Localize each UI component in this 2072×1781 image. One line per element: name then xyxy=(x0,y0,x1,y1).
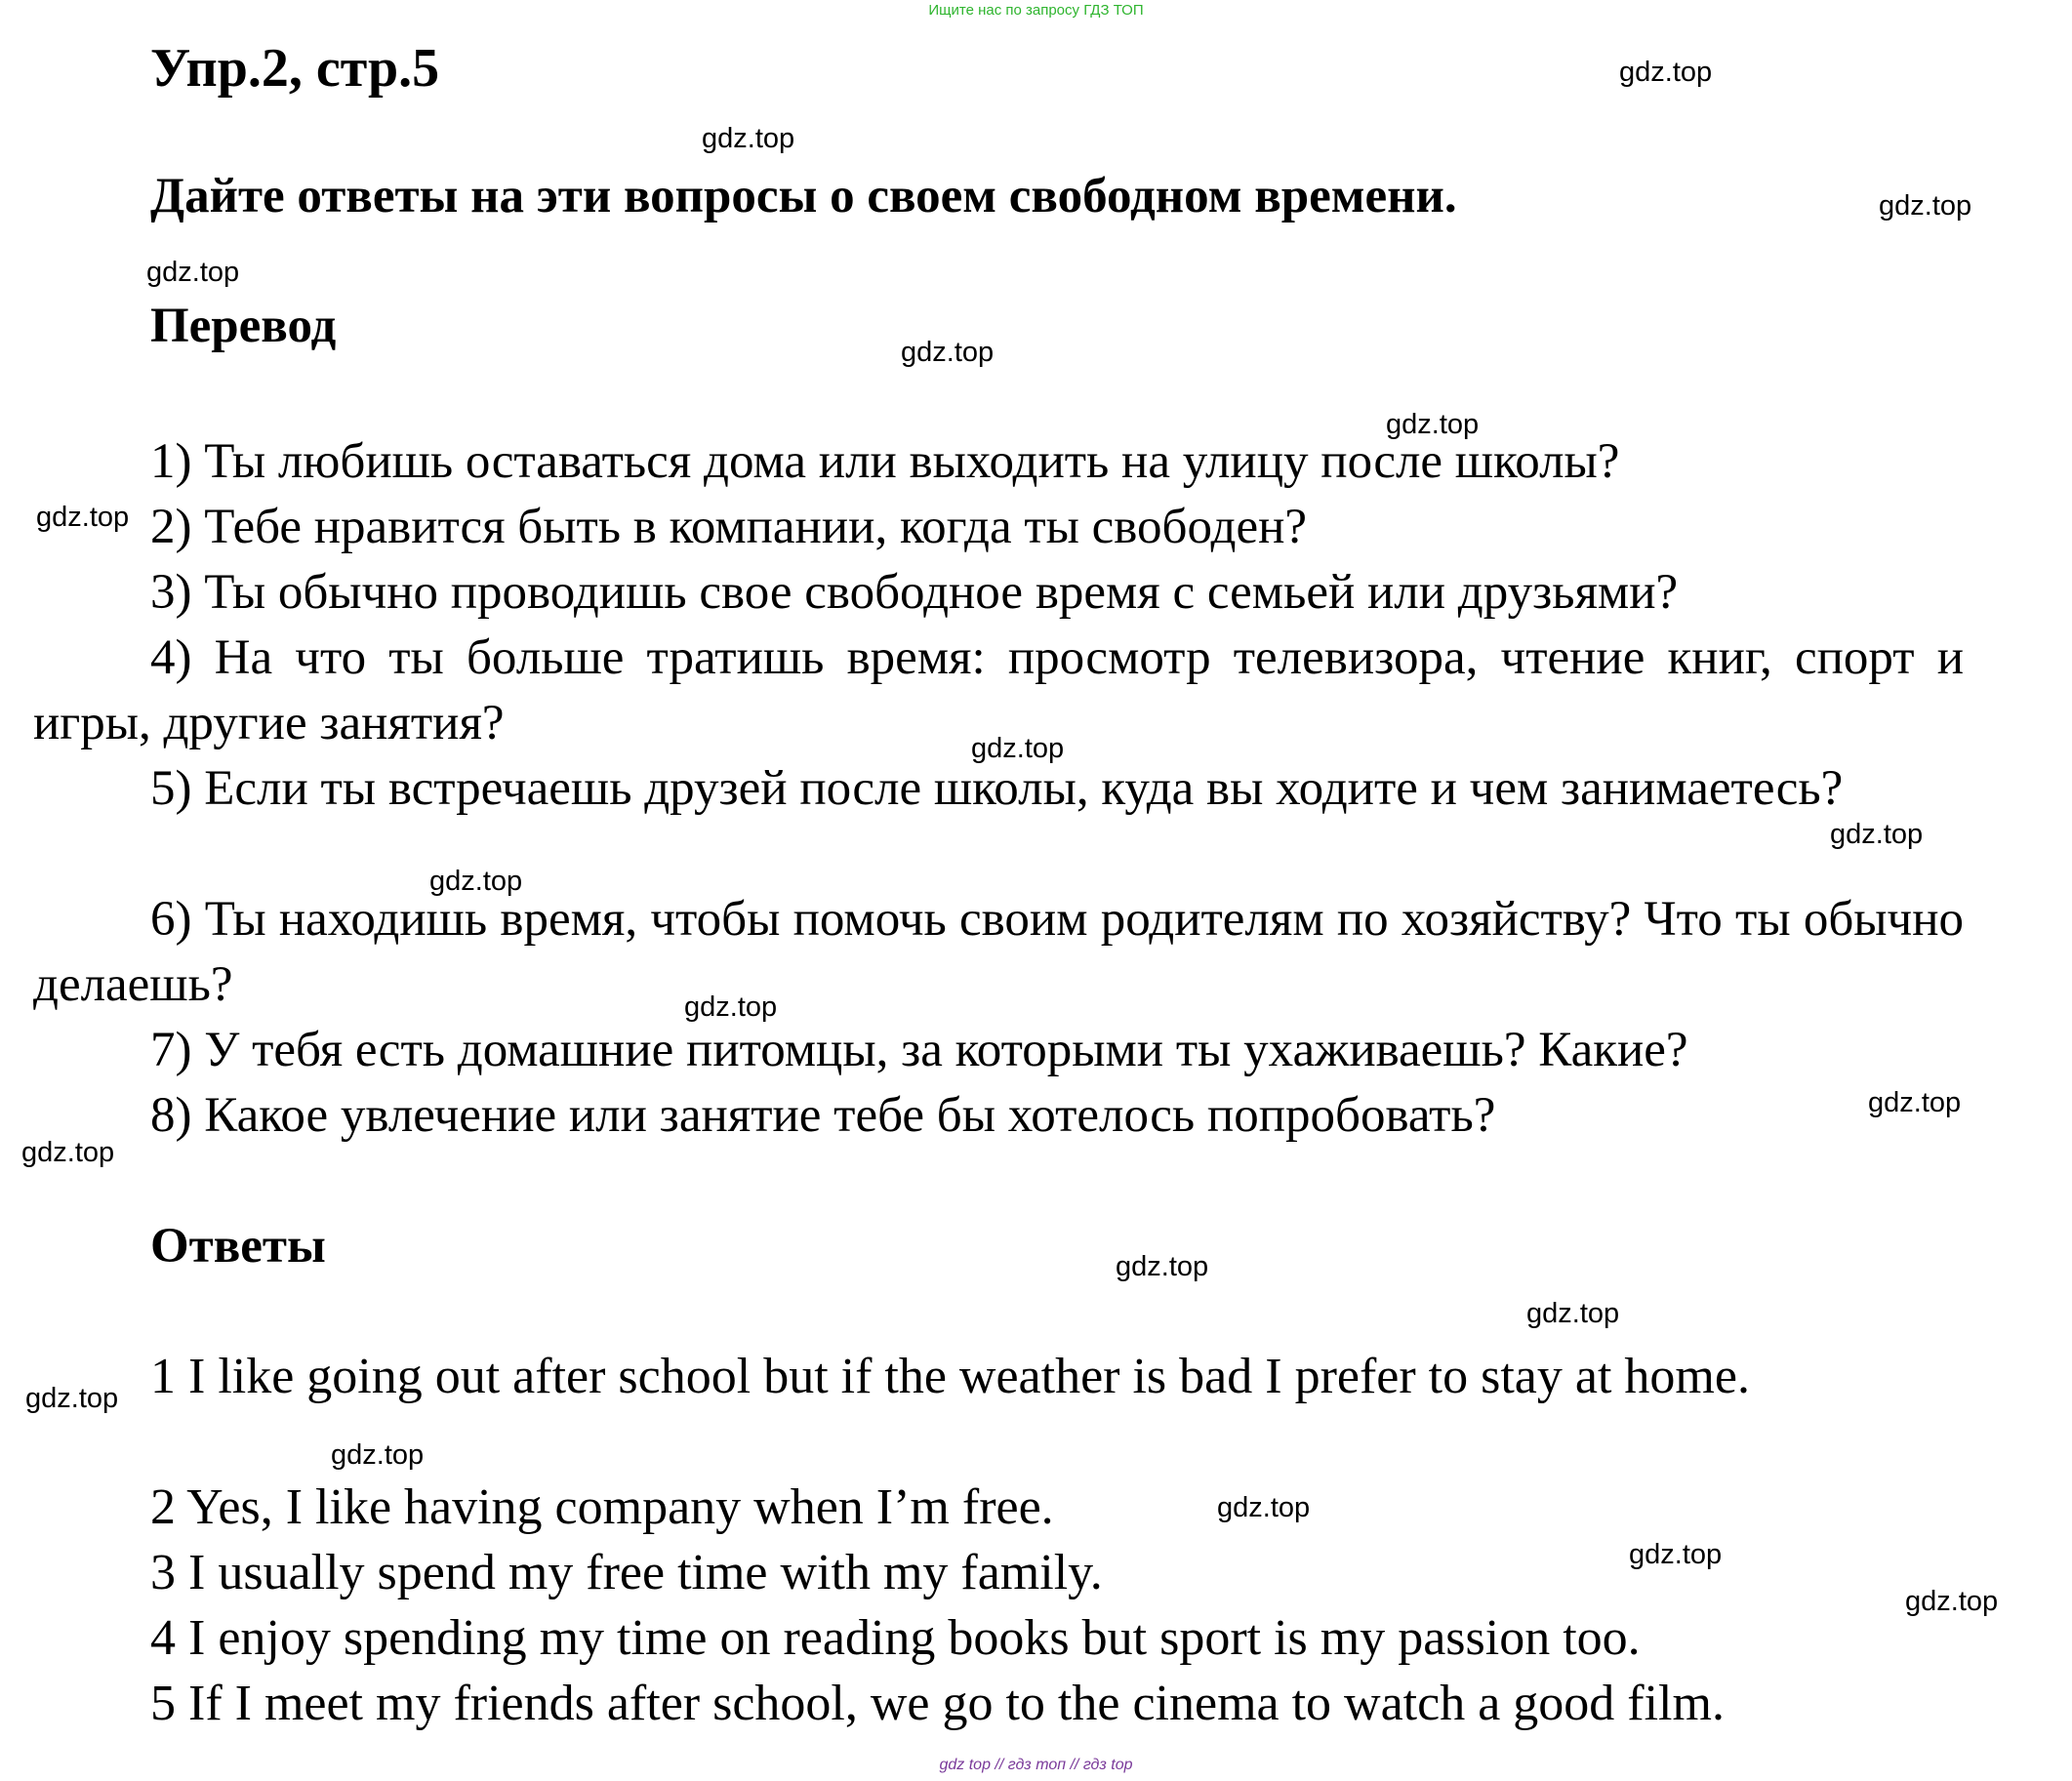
watermark: gdz.top xyxy=(146,257,240,288)
watermark: gdz.top xyxy=(1217,1492,1311,1523)
translation-heading: Перевод xyxy=(150,299,337,353)
watermark: gdz.top xyxy=(1868,1087,1962,1118)
watermark: gdz.top xyxy=(21,1137,115,1168)
watermark: gdz.top xyxy=(1830,819,1924,850)
answer-2: 2 Yes, I like having company when I’m free. xyxy=(150,1479,1054,1535)
watermark: gdz.top xyxy=(1619,57,1713,88)
question-1: 1) Ты любишь оставаться дома или выходить на улицу после школы? xyxy=(150,434,1620,489)
watermark: gdz.top xyxy=(25,1383,119,1414)
answer-5: 5 If I meet my friends after school, we go to the cinema to watch a good film. xyxy=(150,1676,1725,1731)
watermark: gdz.top xyxy=(702,123,795,154)
task-instruction: Дайте ответы на эти вопросы о своем свободном времени. xyxy=(150,169,1457,223)
answers-heading: Ответы xyxy=(150,1219,326,1274)
watermark: gdz.top xyxy=(1526,1298,1620,1329)
question-5: 5) Если ты встречаешь друзей после школы, куда вы ходите и чем занимаетесь? xyxy=(150,761,1844,816)
watermark: gdz.top xyxy=(36,502,130,533)
question-3: 3) Ты обычно проводишь свое свободное время с семьей или друзьями? xyxy=(150,565,1679,620)
watermark: gdz.top xyxy=(1905,1586,1999,1617)
question-2: 2) Тебе нравится быть в компании, когда ты свободен? xyxy=(150,500,1308,554)
watermark: gdz.top xyxy=(1879,190,1972,222)
answer-1: 1 I like going out after school but if the weather is bad I prefer to stay at home. xyxy=(150,1349,1750,1404)
watermark: gdz.top xyxy=(1386,409,1480,440)
question-6: 6) Ты находишь время, чтобы помочь своим родителям по хозяйству? Что ты обычно делаешь? xyxy=(33,892,1964,1012)
question-4: 4) На что ты больше тратишь время: просмотр телевизора, чтение книг, спорт и игры, другие занятия? xyxy=(33,630,1964,750)
watermark: gdz.top xyxy=(901,337,995,368)
watermark: gdz.top xyxy=(331,1439,425,1471)
footer-watermark: gdz top // гдз топ // гдз top xyxy=(939,1757,1133,1773)
question-7: 7) У тебя есть домашние питомцы, за которыми ты ухаживаешь? Какие? xyxy=(150,1023,1688,1077)
top-banner: Ищите нас по запросу ГДЗ ТОП xyxy=(928,2,1144,19)
watermark: gdz.top xyxy=(1116,1251,1209,1282)
watermark: gdz.top xyxy=(971,733,1065,764)
watermark: gdz.top xyxy=(684,992,778,1023)
answer-3: 3 I usually spend my free time with my family. xyxy=(150,1545,1103,1600)
watermark: gdz.top xyxy=(429,866,523,897)
watermark: gdz.top xyxy=(1629,1539,1723,1570)
question-8: 8) Какое увлечение или занятие тебе бы хотелось попробовать? xyxy=(150,1088,1496,1143)
exercise-title: Упр.2, стр.5 xyxy=(150,38,440,99)
answer-4: 4 I enjoy spending my time on reading books but sport is my passion too. xyxy=(150,1610,1641,1666)
